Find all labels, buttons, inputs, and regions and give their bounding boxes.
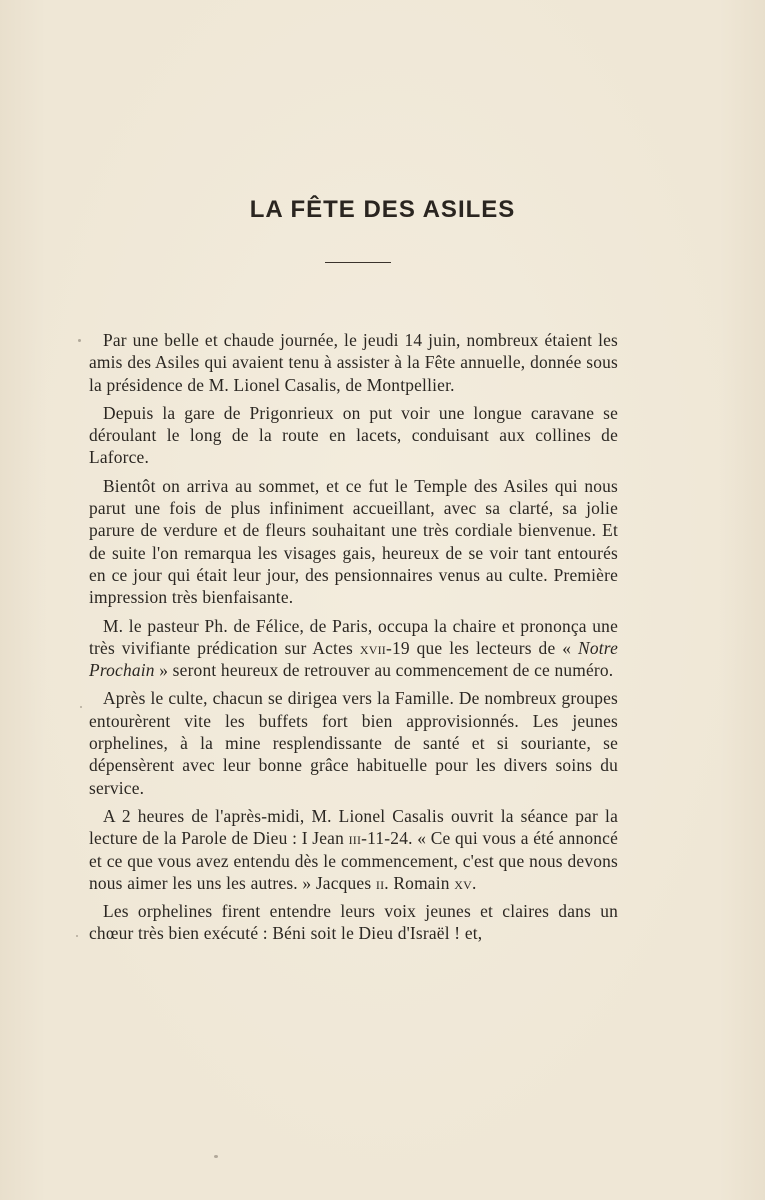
bible-reference-romans: xv <box>454 872 472 893</box>
paper-speck <box>80 706 82 708</box>
paper-speck <box>214 1155 218 1158</box>
paragraph-6-after: . <box>471 872 477 893</box>
page-title: LA FÊTE DES ASILES <box>249 196 516 223</box>
paragraph-3: Bientôt on arriva au sommet, et ce fut le Temple des Asiles qui nous parut une fois de plus infiniment accueillant, avec sa clarté, sa jolie parure de verdure et de fleurs souhaitant une très cordiale bienvenue. Et de suite l'on remarqua les visages gais, heureux de se voir tant entourés en ce jour qui était leur jour, des pensionnaires venus au culte. Première impression très bienfaisante. <box>89 475 618 608</box>
bible-reference-john: iii <box>348 828 362 849</box>
paragraph-6 <box>89 805 618 894</box>
paragraph-4 <box>89 615 618 682</box>
paragraph-4-before: M. le pasteur Ph. de Félice, de Paris, occupa la chaire et prononça une très vivifiante prédication sur Actes <box>89 615 618 658</box>
paragraph-6-middle: -11-24. « Ce qui vous a été annoncé et ce que vous avez entendu dès le commencement, c'est que nous devons nous aimer les uns les autres. » Jacques <box>89 828 619 893</box>
paper-speck <box>76 935 78 937</box>
paragraph-4-middle: -19 que les lecteurs de « <box>385 637 579 658</box>
paragraph-6-middle-2: . Romain <box>384 872 455 893</box>
paragraph-5: Après le culte, chacun se dirigea vers la Famille. De nombreux groupes entourèrent vite les buffets fort bien approvisionnés. Les jeunes orphelines, à la mine resplendissante de santé et si souriante, se dépensèrent avec leur bonne grâce habituelle pour les divers soins du service. <box>89 688 618 798</box>
bible-reference-acts: xvii <box>359 637 386 658</box>
bible-reference-james: ii <box>375 872 385 893</box>
paragraph-1: Par une belle et chaude journée, le jeudi 14 juin, nombreux étaient les amis des Asiles qui avaient tenu à assister à la Fête annuelle, donnée sous la présidence de M. Lionel Casalis, de Montpellier. <box>89 330 618 395</box>
paragraph-7: Les orphelines firent entendre leurs voix jeunes et claires dans un chœur très bien exécuté : Béni soit le Dieu d'Israël ! et, <box>89 901 618 944</box>
paragraph-2: Depuis la gare de Prigonrieux on put voir une longue caravane se déroulant le long de la route en lacets, conduisant aux collines de Laforce. <box>89 402 618 468</box>
paragraph-4-after: » seront heureux de retrouver au commencement de ce numéro. <box>154 660 614 681</box>
publication-title: Notre Prochain <box>89 637 618 681</box>
article-body <box>89 329 618 951</box>
title-divider <box>325 262 391 263</box>
paper-speck <box>78 339 81 342</box>
paragraph-6-before: A 2 heures de l'après-midi, M. Lionel Casalis ouvrit la séance par la lecture de la Parole de Dieu : I Jean <box>89 805 618 849</box>
